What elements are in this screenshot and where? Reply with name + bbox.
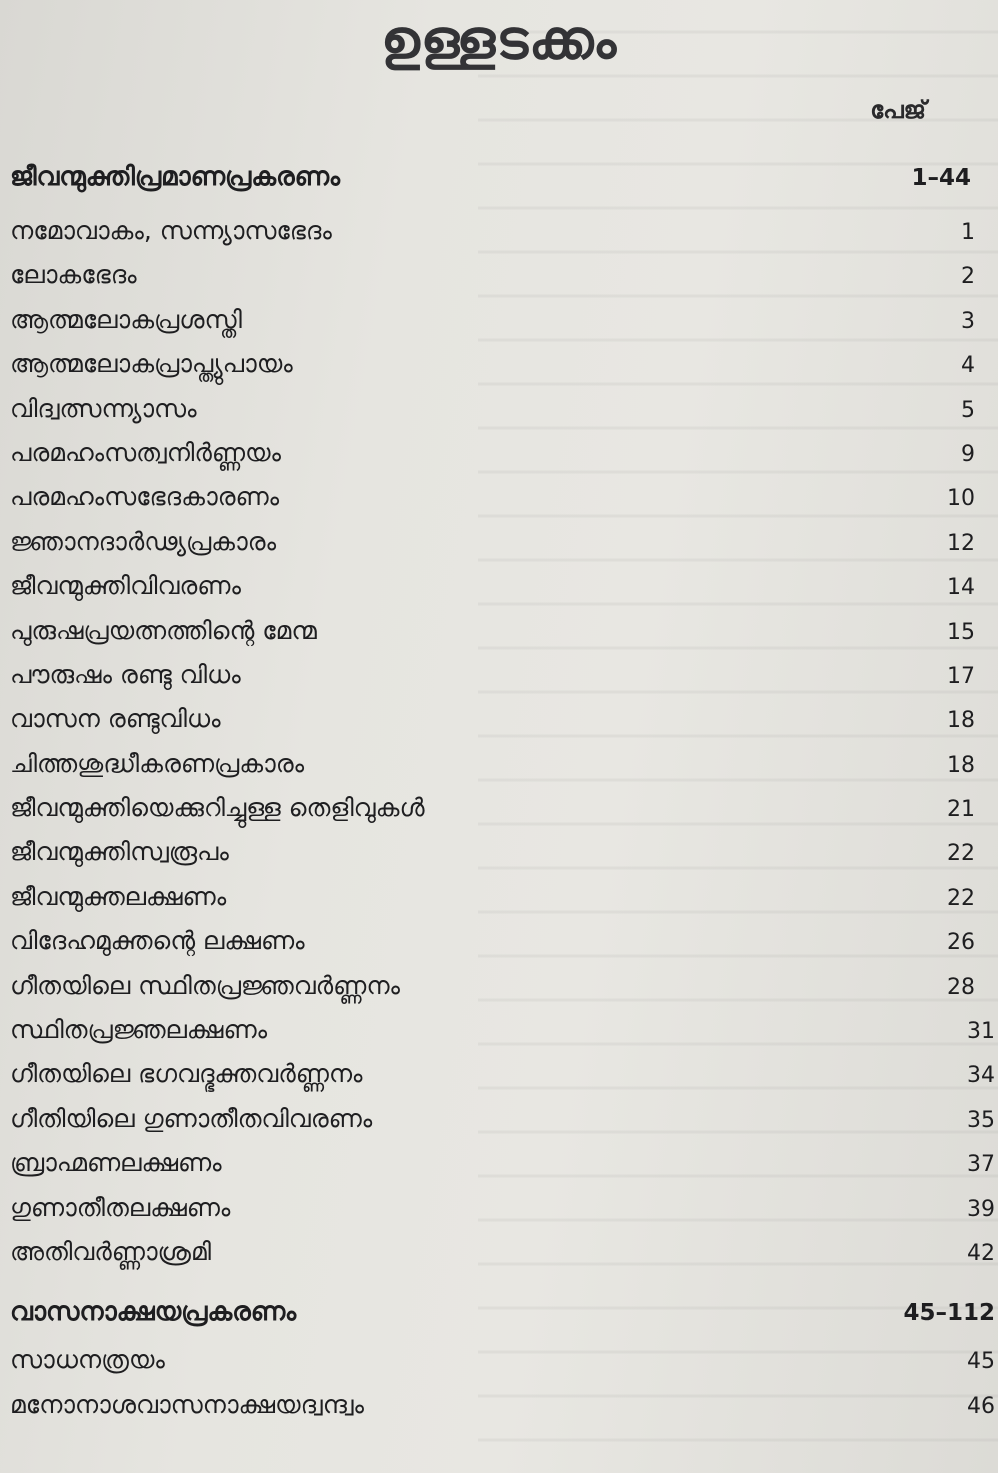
- toc-entry: [10, 926, 995, 970]
- entry-title: സ്ഥിതപ്രജ്ഞലക്ഷണം: [10, 1015, 268, 1045]
- entry-title: പൗരുഷം രണ്ടു വിധം: [10, 659, 241, 689]
- entry-page: 15: [947, 619, 975, 645]
- entry-page: 3: [961, 308, 975, 334]
- toc-entry: [10, 438, 995, 482]
- entry-page: 14: [947, 575, 975, 601]
- toc-entry: [10, 793, 995, 837]
- entry-page: 42: [967, 1240, 995, 1266]
- toc-entry: [10, 971, 995, 1015]
- entry-page: 37: [967, 1152, 995, 1178]
- toc-entry: [10, 660, 995, 704]
- table-of-contents: [10, 162, 995, 1434]
- entry-title: വിദേഹമുക്തന്റെ ലക്ഷണം: [10, 926, 305, 956]
- entry-page: 18: [947, 752, 975, 778]
- entry-title: ഗീതയിലെ ഭഗവദ്ഭക്തവർണ്ണനം: [10, 1059, 363, 1089]
- entry-page: 45: [967, 1349, 995, 1375]
- entry-page: 26: [947, 930, 975, 956]
- entry-title: വിദ്വത്സന്ന്യാസം: [10, 393, 197, 423]
- entry-title: ജ്ഞാനദാർഢ്യപ്രകാരം: [10, 526, 277, 556]
- entry-page: 28: [947, 974, 975, 1000]
- section-page-range: 45–112: [903, 1300, 995, 1327]
- entry-title: പരമഹംസത്വനിർണ്ണയം: [10, 437, 282, 467]
- entry-title: ആത്മലോകപ്രാപ്ത്യുപായം: [10, 349, 293, 379]
- entry-title: ഗീതയിലെ സ്ഥിതപ്രജ്ഞവർണ്ണനം: [10, 970, 400, 1000]
- toc-entry: [10, 1148, 995, 1192]
- section-heading-row: [10, 1297, 995, 1345]
- toc-entry: [10, 749, 995, 793]
- toc-entry: [10, 616, 995, 660]
- entry-page: 34: [967, 1063, 995, 1089]
- entry-title: ആത്മലോകപ്രശസ്തി: [10, 304, 242, 334]
- entry-title: നമോവാകം, സന്ന്യാസഭേദം: [10, 216, 332, 245]
- entry-page: 1: [961, 220, 975, 245]
- entry-page: 4: [961, 353, 975, 379]
- entry-title: ഗീതിയിലെ ഗുണാതീതവിവരണം: [10, 1103, 373, 1133]
- toc-entry: [10, 571, 995, 615]
- entry-page: 10: [947, 486, 975, 512]
- entry-title: പുരുഷപ്രയത്നത്തിന്റെ മേന്മ: [10, 615, 317, 645]
- toc-entry: [10, 394, 995, 438]
- section-page-range: 1–44: [911, 165, 971, 191]
- entry-page: 22: [947, 841, 975, 867]
- entry-title: ബ്രാഹ്മണലക്ഷണം: [10, 1148, 222, 1178]
- entry-page: 18: [947, 708, 975, 734]
- entry-title: ജീവന്മുക്തിയെക്കുറിച്ചുള്ള തെളിവുകൾ: [10, 793, 425, 823]
- toc-entry: [10, 1345, 995, 1389]
- entry-page: 5: [961, 397, 975, 423]
- entry-page: 2: [961, 264, 975, 290]
- entry-title: ലോകഭേദം: [10, 260, 137, 290]
- entry-page: 9: [961, 441, 975, 467]
- entry-title: ചിത്തശുദ്ധീകരണപ്രകാരം: [10, 748, 305, 778]
- entry-title: മനോനാശവാസനാക്ഷയദ്വന്ദ്വം: [10, 1389, 365, 1419]
- entry-page: 39: [967, 1196, 995, 1222]
- entry-title: അതിവർണ്ണാശ്രമി: [10, 1236, 212, 1266]
- entry-page: 35: [967, 1107, 995, 1133]
- entry-page: 17: [947, 663, 975, 689]
- toc-entry: [10, 837, 995, 881]
- toc-entry: [10, 216, 995, 260]
- entry-page: 22: [947, 885, 975, 911]
- entry-title: ജീവന്മുക്തലക്ഷണം: [10, 881, 227, 911]
- toc-entry: [10, 482, 995, 526]
- toc-entry: [10, 305, 995, 349]
- toc-entry: [10, 1237, 995, 1281]
- toc-entry: [10, 527, 995, 571]
- entry-page: 12: [947, 530, 975, 556]
- toc-entry: [10, 260, 995, 304]
- toc-entry: [10, 1015, 995, 1059]
- entry-page: 21: [947, 797, 975, 823]
- entry-title: പരമഹംസഭേദകാരണം: [10, 482, 280, 512]
- toc-entry: [10, 1390, 995, 1434]
- section-title: വാസനാക്ഷയപ്രകരണം: [10, 1297, 297, 1328]
- section-title: ജീവന്മുക്തിപ്രമാണപ്രകരണം: [10, 162, 341, 192]
- section-heading-row: [10, 162, 995, 216]
- page-title: ഉള്ളടക്കം: [380, 8, 618, 71]
- entry-title: ഗുണാതീതലക്ഷണം: [10, 1192, 231, 1222]
- entry-page: 46: [967, 1393, 995, 1419]
- entry-title: സാധനത്രയം: [10, 1345, 165, 1375]
- entry-title: ജീവന്മുക്തിസ്വരൂപം: [10, 837, 229, 867]
- entry-title: ജീവന്മുക്തിവിവരണം: [10, 571, 241, 601]
- toc-entry: [10, 704, 995, 748]
- page-column-label: പേജ്: [870, 96, 926, 124]
- toc-entry: [10, 1059, 995, 1103]
- toc-entry: [10, 882, 995, 926]
- entry-page: 31: [967, 1019, 995, 1045]
- toc-entry: [10, 1193, 995, 1237]
- toc-entry: [10, 349, 995, 393]
- entry-title: വാസന രണ്ടുവിധം: [10, 704, 221, 734]
- toc-entry: [10, 1104, 995, 1148]
